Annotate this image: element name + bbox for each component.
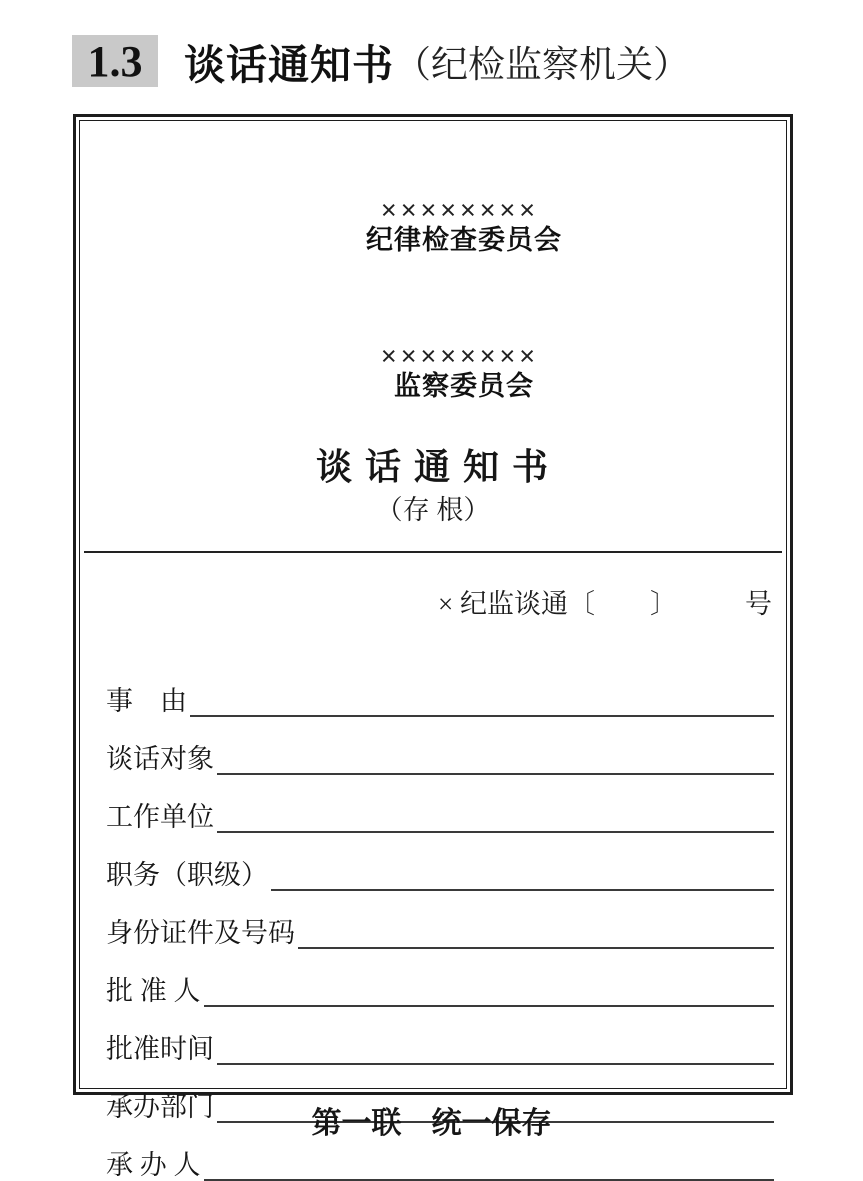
reference-number-line [80,585,786,617]
field-blank[interactable] [190,675,774,717]
field-label: 承办部门 [106,1092,214,1122]
field-row-approval-time [106,1007,774,1065]
field-row-work-unit [106,775,774,833]
ref-number-suffix: 号 [745,588,772,619]
field-label: 承 办 人 [106,1150,201,1180]
copy-retention-note: 第一联 统一保存 [311,1107,552,1140]
field-label: 职务（职级） [106,860,268,890]
field-blank[interactable] [271,849,774,891]
field-label: 谈话对象 [106,744,214,774]
field-row-approver [106,949,774,1007]
form-title: 谈 话 通 知 书 [315,447,550,487]
org1-name: 纪律检查委员会 [366,225,562,255]
field-row-id-document-number [106,891,774,949]
org2-name: 监察委员会 [394,371,534,401]
org-line-discipline-committee [80,165,786,285]
section-number-badge [72,35,158,87]
field-label: 批 准 人 [106,976,201,1006]
field-blank[interactable] [217,791,774,833]
field-blank[interactable] [217,1023,774,1065]
field-row-position-rank [106,833,774,891]
section-number: 1.3 [87,36,143,86]
field-row-interviewee [106,717,774,775]
page-title-suffix: （纪检监察机关） [394,45,690,86]
page-header [72,30,843,92]
field-blank[interactable] [217,733,774,775]
field-row-matter [106,659,774,717]
ref-prefix: × 纪监谈通〔 [438,588,595,619]
org1-placeholder-x: ×××××××× [380,195,540,225]
field-label: 批准时间 [106,1034,214,1064]
field-label: 事 由 [106,686,187,716]
org2-placeholder-x: ×××××××× [380,341,540,371]
ref-close-bracket: 〕 [650,588,677,619]
page-title: 谈话通知书 [184,41,394,88]
field-blank[interactable] [204,1139,775,1181]
horizontal-divider [84,551,782,553]
field-label: 身份证件及号码 [106,918,295,948]
field-blank[interactable] [298,907,774,949]
field-blank[interactable] [204,965,775,1007]
form-subtitle-stub: （存 根） [375,495,491,525]
field-label: 工作单位 [106,802,214,832]
org-line-supervisory-committee [80,311,786,431]
